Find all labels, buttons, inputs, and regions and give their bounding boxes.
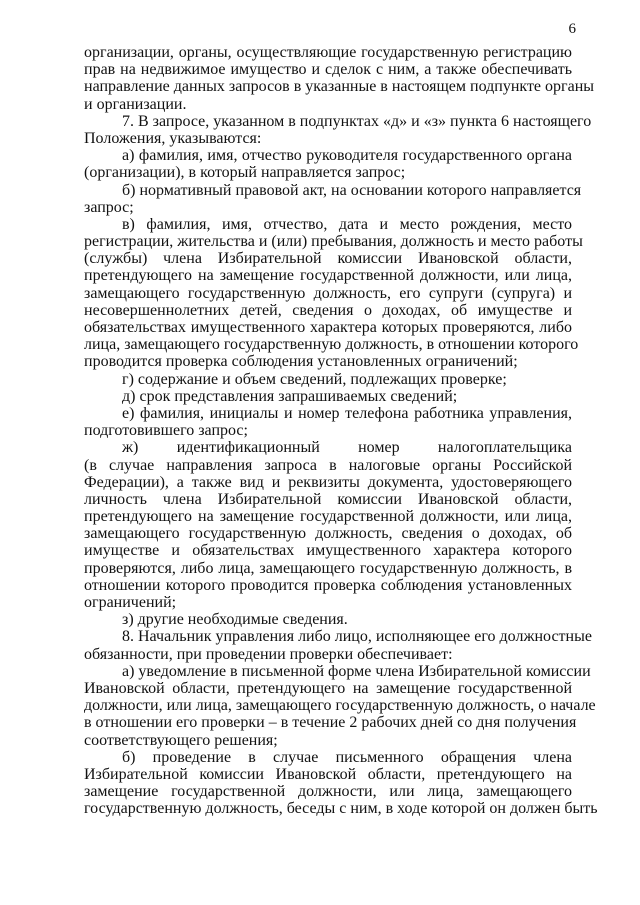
- text-line: регистрации, жительства и (или) пребывания, должность и место работы: [84, 233, 583, 251]
- text-line: Ивановской области, претендующего на замещение государственной: [84, 679, 572, 697]
- text-line: имуществе и обязательствах имущественного характера которого: [84, 542, 572, 560]
- text-line: проводится проверка соблюдения установленных ограничений;: [84, 353, 518, 371]
- text-line: замещающего государственную должность, сведения о доходах, об: [84, 525, 572, 543]
- text-line: организации, органы, осуществляющие государственную регистрацию: [84, 44, 572, 61]
- text-line: соответствующего решения;: [84, 731, 278, 749]
- text-line: ж) идентификационный номер налогоплательщика: [122, 439, 572, 457]
- text-line: несовершеннолетних детей, сведения о доходах, об имуществе и: [84, 301, 572, 319]
- text-line: в отношении его проверки – в течение 2 рабочих дней со дня получения: [84, 714, 577, 732]
- text-line: е) фамилия, инициалы и номер телефона работника управления,: [122, 404, 572, 422]
- text-line: проверяются, либо лица, замещающего государственную должность, в: [84, 559, 572, 577]
- text-line: замещение государственной должности, или лица, замещающего: [84, 783, 572, 801]
- text-line: Федерации), а также вид и реквизиты документа, удостоверяющего: [84, 473, 572, 491]
- text-line: обязательствах имущественного характера которых проверяются, либо: [84, 319, 572, 336]
- text-line: ограничений;: [84, 594, 177, 611]
- page-number: 6: [568, 21, 576, 37]
- text-line: 7. В запросе, указанном в подпунктах «д» и «з» пункта 6 настоящего: [122, 112, 592, 130]
- text-line: (в случае направления запроса в налоговые органы Российской: [84, 456, 572, 474]
- text-line: г) содержание и объем сведений, подлежащих проверке;: [122, 370, 507, 388]
- text-line: в) фамилия, имя, отчество, дата и место рождения, место: [122, 215, 572, 233]
- text-line: (организации), в который направляется запрос;: [84, 164, 406, 182]
- text-line: (службы) члена Избирательной комиссии Ивановской области,: [84, 250, 572, 268]
- text-line: д) срок представления запрашиваемых сведений;: [122, 387, 458, 405]
- document-body: [84, 44, 598, 818]
- text-line: а) фамилия, имя, отчество руководителя государственного органа: [122, 147, 572, 165]
- text-line: отношении которого проводится проверка соблюдения установленных: [84, 576, 572, 594]
- text-line: а) уведомление в письменной форме члена Избирательной комиссии: [122, 662, 591, 680]
- text-line: 8. Начальник управления либо лицо, исполняющее его должностные: [122, 628, 592, 646]
- text-line: б) проведение в случае письменного обращения члена: [122, 748, 572, 766]
- text-line: должности, или лица, замещающего государственную должность, о начале: [84, 697, 596, 715]
- text-line: Избирательной комиссии Ивановской области, претендующего на: [84, 765, 572, 783]
- text-line: з) другие необходимые сведения.: [122, 611, 348, 629]
- text-line: запрос;: [84, 198, 134, 216]
- text-line: прав на недвижимое имущество и сделок с ним, а также обеспечивать: [84, 61, 572, 79]
- text-line: подготовившего запрос;: [84, 422, 248, 440]
- text-line: претендующего на замещение государственной должности, или лица,: [84, 267, 572, 285]
- text-line: претендующего на замещение государственной должности, или лица,: [84, 508, 572, 526]
- text-line: лица, замещающего государственную должность, в отношении которого: [84, 336, 579, 354]
- text-line: направление данных запросов в указанные в настоящем подпункте органы: [84, 78, 595, 96]
- text-line: личность члена Избирательной комиссии Ивановской области,: [84, 490, 572, 508]
- text-line: государственную должность, беседы с ним, в ходе которой он должен быть: [84, 800, 598, 818]
- text-line: б) нормативный правовой акт, на основании которого направляется: [122, 181, 582, 199]
- text-line: Положения, указываются:: [84, 129, 262, 147]
- text-line: замещающего государственную должность, его супруги (супруга) и: [84, 284, 572, 302]
- text-line: и организации.: [84, 95, 187, 113]
- text-line: обязанности, при проведении проверки обеспечивает:: [84, 645, 453, 663]
